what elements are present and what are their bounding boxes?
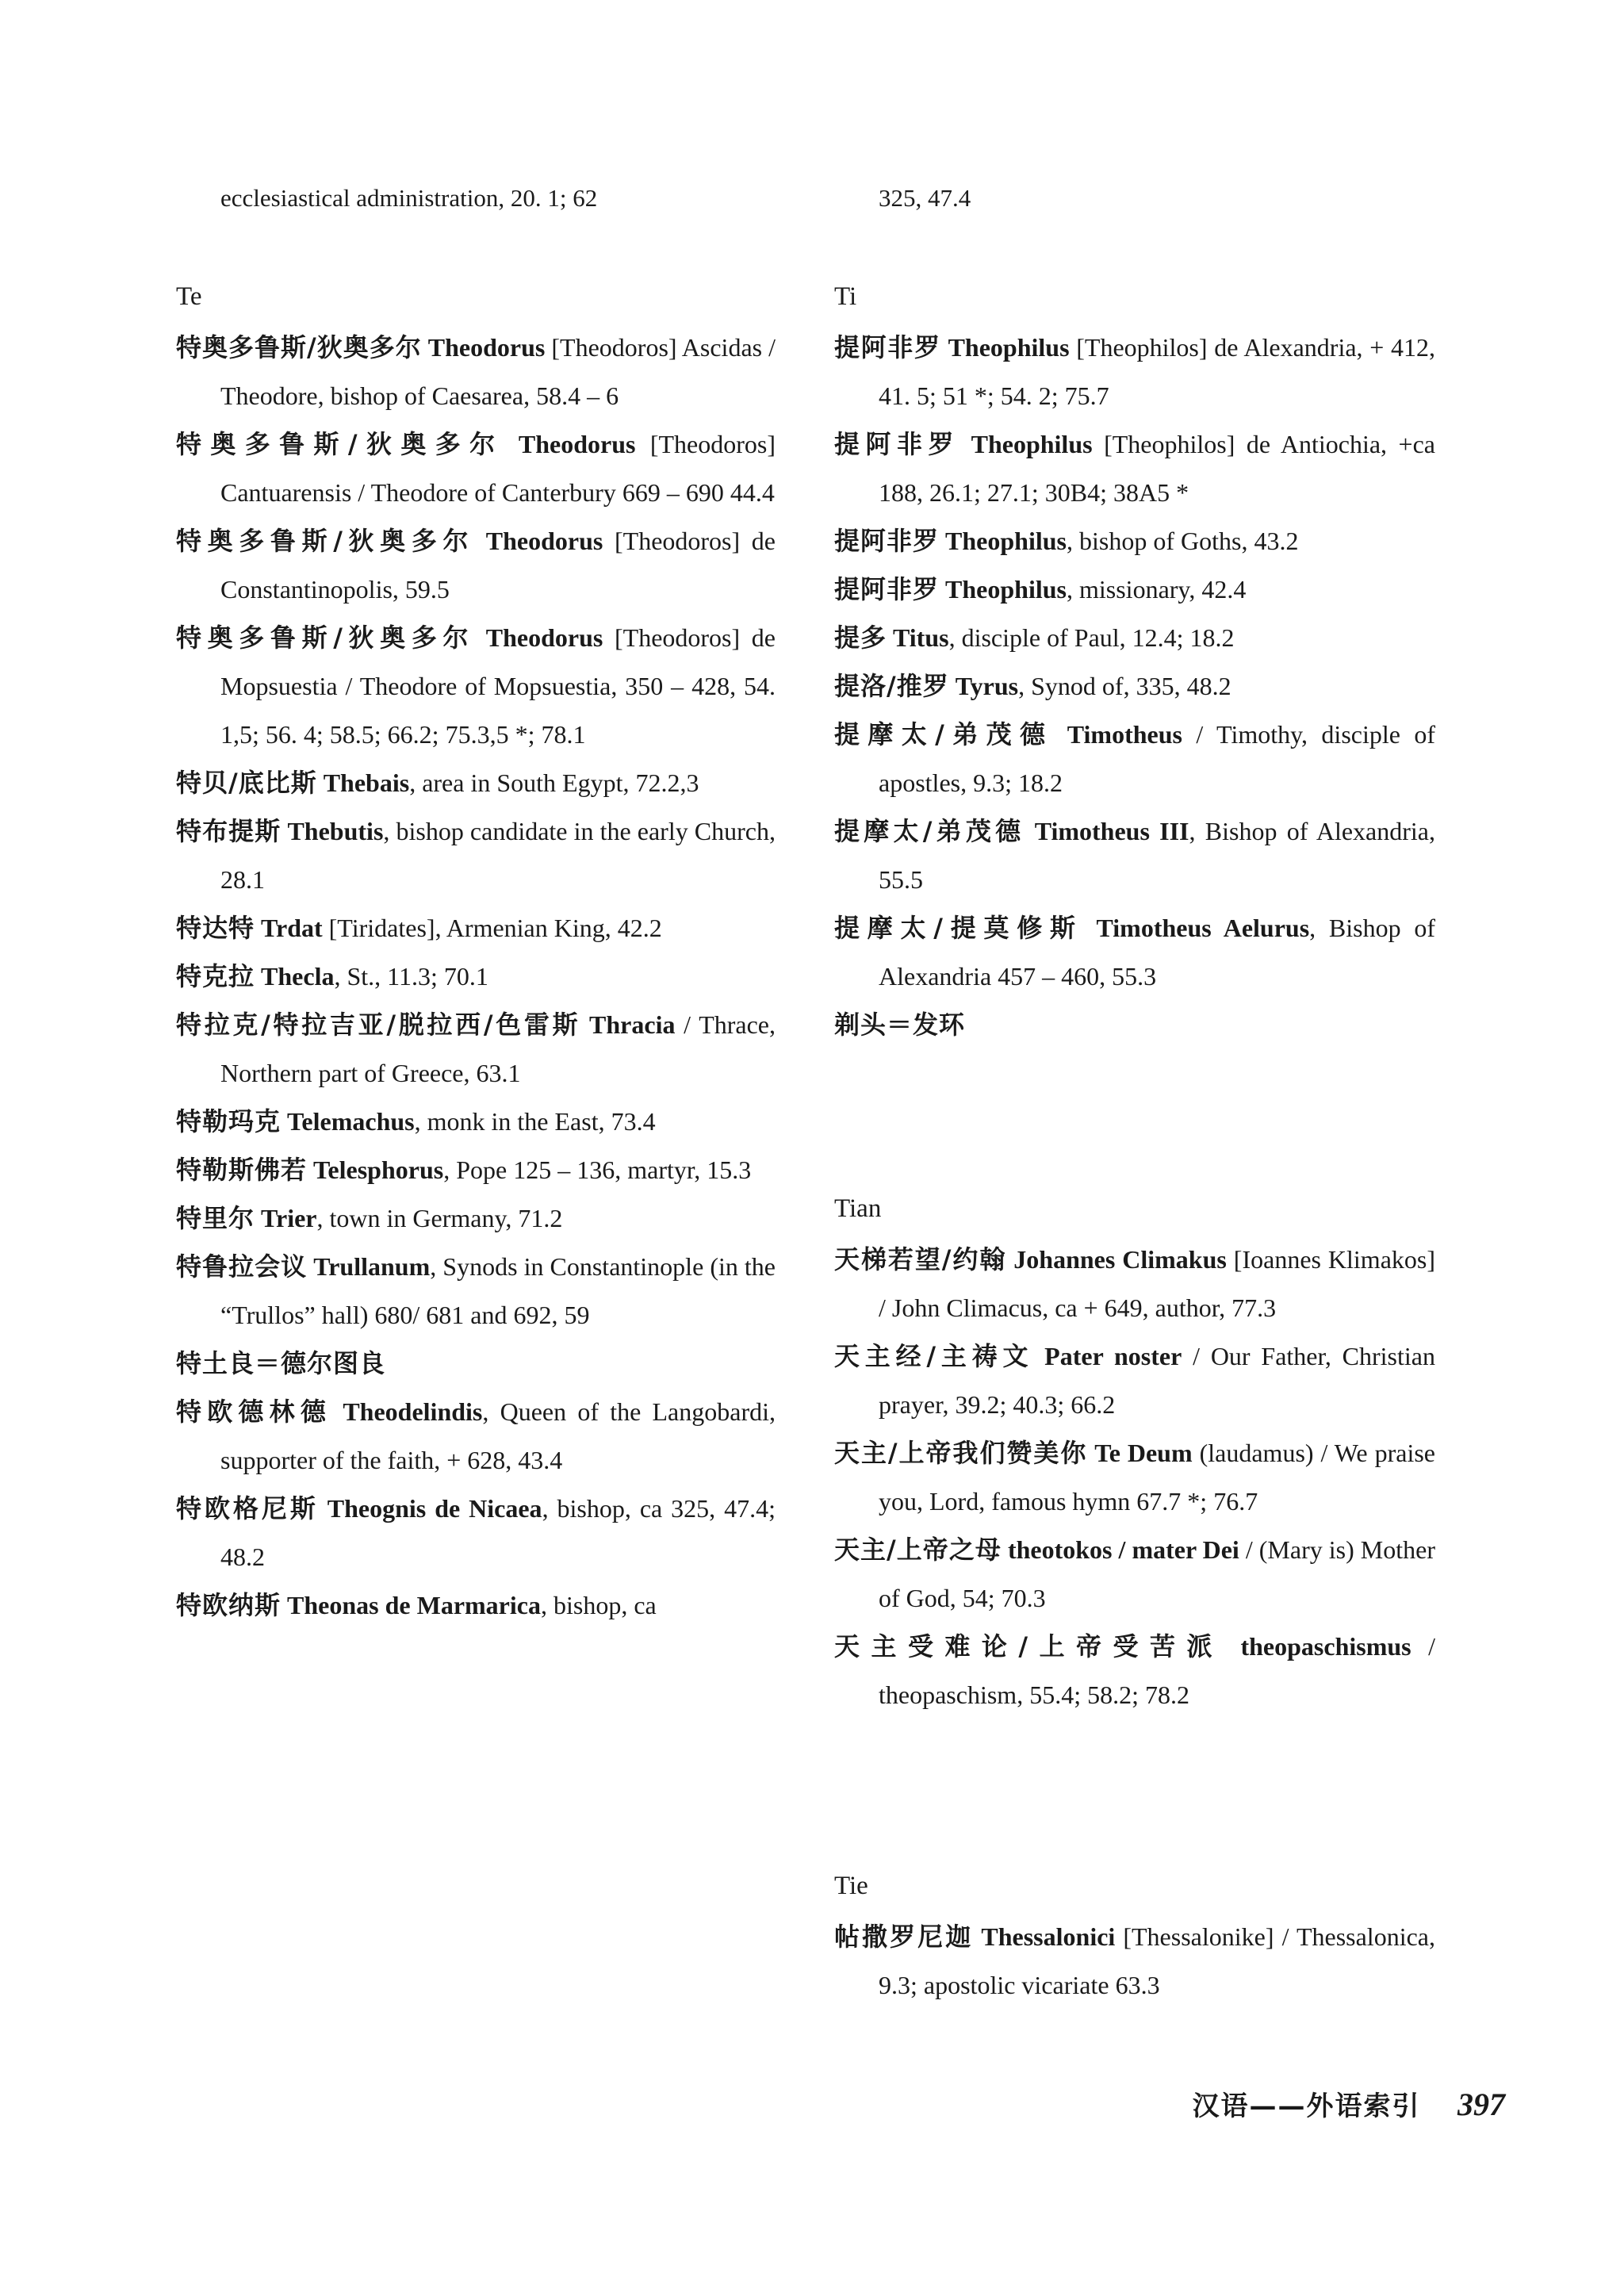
index-entry bbox=[176, 807, 776, 904]
entry-details: , town in Germany, 71.2 bbox=[316, 1204, 563, 1232]
entry-details: , bishop, ca bbox=[540, 1591, 657, 1619]
index-entry bbox=[176, 1098, 776, 1146]
continued-line: 325, 47.4 bbox=[879, 184, 971, 212]
entry-latin-term: Telesphorus bbox=[313, 1155, 444, 1184]
tie-entries bbox=[834, 1913, 1435, 2010]
index-entry bbox=[176, 904, 776, 952]
entry-details: / theopaschism, 55.4; 58.2; 78.2 bbox=[879, 1632, 1435, 1709]
entry-latin-term: Thracia bbox=[589, 1010, 676, 1039]
entry-chinese-term: 特勒玛克 bbox=[176, 1106, 282, 1136]
section-letter-ti: Ti bbox=[834, 282, 857, 311]
index-label: 汉语——外语索引 bbox=[1192, 2090, 1421, 2122]
entry-chinese-term: 提摩太/提莫修斯 bbox=[834, 913, 1083, 943]
section-letter-tie: Tie bbox=[834, 1872, 868, 1900]
index-entry bbox=[176, 1001, 776, 1098]
index-entry bbox=[834, 614, 1435, 662]
section-letter-te: Te bbox=[176, 282, 202, 311]
entry-details: , Bishop of Alexandria 457 – 460, 55.3 bbox=[879, 914, 1436, 991]
index-entry bbox=[834, 565, 1435, 614]
entry-chinese-term: 特欧格尼斯 bbox=[176, 1493, 319, 1523]
entry-details: / (Mary is) Mother of God, 54; 70.3 bbox=[879, 1535, 1436, 1612]
entry-chinese-term: 特达特 bbox=[176, 913, 255, 943]
entry-chinese-term: 天主/上帝之母 bbox=[834, 1535, 1002, 1565]
entry-latin-term: Theophilus bbox=[945, 527, 1067, 555]
entry-chinese-term: 提阿非罗 bbox=[834, 429, 960, 459]
entry-details: , disciple of Paul, 12.4; 18.2 bbox=[948, 623, 1235, 652]
entry-chinese-term: 特奥多鲁斯/狄奥多尔 bbox=[176, 429, 504, 459]
index-entry bbox=[834, 1332, 1435, 1429]
entry-chinese-term: 天主经/主祷文 bbox=[834, 1341, 1034, 1371]
index-entry bbox=[834, 517, 1435, 565]
entry-details: , bishop, ca 325, 47.4; 48.2 bbox=[220, 1494, 776, 1571]
entry-latin-term: Timotheus bbox=[1067, 720, 1182, 749]
entry-chinese-term: 提洛/推罗 bbox=[834, 671, 949, 701]
entry-latin-term: Theodorus bbox=[485, 527, 603, 555]
index-entry bbox=[834, 904, 1435, 1001]
index-entry bbox=[834, 1001, 1435, 1049]
entry-latin-term: Titus bbox=[893, 623, 949, 652]
entry-details: [Thessalonike] / Thessalonica, 9.3; apostolic vicariate 63.3 bbox=[879, 1922, 1435, 1999]
index-entry bbox=[176, 759, 776, 807]
entry-details: , Synod of, 335, 48.2 bbox=[1018, 672, 1231, 700]
entry-details: , Pope 125 – 136, martyr, 15.3 bbox=[443, 1155, 752, 1184]
entry-chinese-term: 特奥多鲁斯/狄奥多尔 bbox=[176, 332, 422, 362]
entry-latin-term: Trdat bbox=[261, 914, 323, 942]
entry-chinese-term: 天梯若望/约翰 bbox=[834, 1244, 1007, 1274]
entry-details: , bishop of Goths, 43.2 bbox=[1066, 527, 1299, 555]
entry-chinese-term: 提阿非罗 bbox=[834, 526, 940, 556]
page-number: 397 bbox=[1457, 2087, 1505, 2122]
entry-details: (laudamus) / We praise you, Lord, famous hymn 67.7 *; 76.7 bbox=[879, 1439, 1436, 1516]
entry-chinese-term: 特奥多鲁斯/狄奥多尔 bbox=[176, 526, 475, 556]
entry-chinese-term: 特奥多鲁斯/狄奥多尔 bbox=[176, 623, 475, 653]
entry-details: , Synods in Constantinople (in the “Trullos” hall) 680/ 681 and 692, 59 bbox=[220, 1252, 776, 1329]
left-entries bbox=[176, 324, 776, 1630]
entry-chinese-term: 天主受难论/上帝受苦派 bbox=[834, 1631, 1224, 1661]
entry-latin-term: Theonas de Marmarica bbox=[287, 1591, 541, 1619]
entry-details: , Queen of the Langobardi, supporter of the faith, + 628, 43.4 bbox=[220, 1397, 776, 1474]
entry-latin-term: Telemachus bbox=[287, 1107, 415, 1136]
index-entry bbox=[176, 324, 776, 420]
entry-chinese-term: 天主/上帝我们赞美你 bbox=[834, 1438, 1088, 1468]
entry-chinese-term: 特勒斯佛若 bbox=[176, 1155, 308, 1185]
entry-latin-term: Trullanum bbox=[313, 1252, 431, 1281]
entry-details: / Our Father, Christian prayer, 39.2; 40.3; 66.2 bbox=[879, 1342, 1435, 1419]
index-entry bbox=[176, 1581, 776, 1630]
entry-latin-term: Timotheus Aelurus bbox=[1096, 914, 1310, 942]
index-entry bbox=[834, 1913, 1435, 2010]
entry-latin-term: Thecla bbox=[261, 962, 335, 991]
entry-details: [Theophilos] de Alexandria, + 412, 41. 5; 51 *; 54. 2; 75.7 bbox=[879, 333, 1436, 410]
page-footer bbox=[1193, 2084, 1506, 2123]
entry-latin-term: Theophilus bbox=[971, 430, 1093, 458]
entry-latin-term: Theophilus bbox=[948, 333, 1070, 362]
entry-details: [Theodoros] de Constantinopolis, 59.5 bbox=[220, 527, 776, 604]
entry-details: [Theodoros] Ascidas / Theodore, bishop of Caesarea, 58.4 – 6 bbox=[220, 333, 776, 410]
entry-details: / Timothy, disciple of apostles, 9.3; 18.2 bbox=[879, 720, 1436, 797]
tian-entries bbox=[834, 1236, 1435, 1719]
index-entry bbox=[176, 1339, 776, 1388]
index-entry bbox=[834, 807, 1435, 904]
entry-chinese-term: 特克拉 bbox=[176, 961, 255, 991]
entry-details: [Theophilos] de Antiochia, +ca 188, 26.1; 27.1; 30B4; 38A5 * bbox=[879, 430, 1435, 507]
section-letter-tian: Tian bbox=[834, 1194, 882, 1223]
index-entry bbox=[176, 1243, 776, 1339]
entry-chinese-term: 特贝/底比斯 bbox=[176, 768, 317, 798]
index-entry bbox=[176, 517, 776, 614]
entry-details: , monk in the East, 73.4 bbox=[414, 1107, 656, 1136]
entry-details: , Bishop of Alexandria, 55.5 bbox=[879, 817, 1435, 894]
entry-chinese-term: 特里尔 bbox=[176, 1203, 255, 1233]
entry-latin-term: Theodelindis bbox=[343, 1397, 483, 1426]
ti-entries bbox=[834, 324, 1435, 1049]
entry-details: , bishop candidate in the early Church, 28.1 bbox=[220, 817, 776, 894]
entry-latin-term: theotokos / mater Dei bbox=[1007, 1535, 1239, 1564]
index-entry bbox=[176, 1388, 776, 1485]
index-entry bbox=[176, 952, 776, 1001]
entry-latin-term: Johannes Climakus bbox=[1013, 1245, 1227, 1274]
entry-details: [Tiridates], Armenian King, 42.2 bbox=[322, 914, 662, 942]
index-entry bbox=[834, 324, 1435, 420]
entry-latin-term: Theognis de Nicaea bbox=[327, 1494, 542, 1523]
entry-latin-term: Theodorus bbox=[427, 333, 546, 362]
entry-latin-term: Thessalonici bbox=[981, 1922, 1116, 1951]
entry-latin-term: Theodorus bbox=[518, 430, 636, 458]
entry-chinese-term: 提摩太/弟茂德 bbox=[834, 719, 1054, 749]
entry-chinese-term: 特欧德林德 bbox=[176, 1397, 332, 1427]
index-entry bbox=[834, 1429, 1435, 1526]
continued-line: ecclesiastical administration, 20. 1; 62 bbox=[220, 184, 598, 212]
entry-chinese-term: 特拉克/特拉吉亚/脱拉西/色雷斯 bbox=[176, 1010, 581, 1040]
entry-latin-term: Tyrus bbox=[955, 672, 1019, 700]
entry-chinese-term: 提阿非罗 bbox=[834, 332, 941, 362]
entry-chinese-term: 特鲁拉会议 bbox=[176, 1251, 308, 1282]
entry-latin-term: theopaschismus bbox=[1240, 1632, 1411, 1661]
index-entry bbox=[834, 1526, 1435, 1623]
entry-latin-term: Theodorus bbox=[485, 623, 603, 652]
entry-chinese-term: 剃头＝发环 bbox=[834, 1010, 966, 1040]
index-entry bbox=[834, 662, 1435, 711]
entry-latin-term: Te Deum bbox=[1094, 1439, 1193, 1467]
entry-latin-term: Trier bbox=[261, 1204, 317, 1232]
entry-latin-term: Timotheus III bbox=[1034, 817, 1189, 845]
index-entry bbox=[176, 1485, 776, 1581]
entry-chinese-term: 特布提斯 bbox=[176, 816, 282, 846]
index-entry bbox=[176, 420, 776, 517]
entry-details: / Thrace, Northern part of Greece, 63.1 bbox=[220, 1010, 776, 1087]
index-entry bbox=[834, 1236, 1435, 1332]
entry-chinese-term: 提多 bbox=[834, 623, 887, 653]
entry-chinese-term: 特欧纳斯 bbox=[176, 1590, 282, 1620]
index-entry bbox=[176, 1194, 776, 1243]
entry-latin-term: Pater noster bbox=[1044, 1342, 1182, 1370]
entry-chinese-term: 提摩太/弟茂德 bbox=[834, 816, 1025, 846]
entry-details: , St., 11.3; 70.1 bbox=[334, 962, 488, 991]
entry-latin-term: Thebutis bbox=[287, 817, 384, 845]
entry-details: , missionary, 42.4 bbox=[1066, 575, 1247, 604]
entry-details: , area in South Egypt, 72.2,3 bbox=[409, 768, 699, 797]
entry-chinese-term: 帖撒罗尼迦 bbox=[834, 1922, 974, 1952]
index-entry bbox=[176, 614, 776, 759]
entry-details: [Ioannes Klimakos] / John Climacus, ca + 649, author, 77.3 bbox=[879, 1245, 1436, 1322]
entry-chinese-term: 特土良＝德尔图良 bbox=[176, 1348, 386, 1378]
entry-latin-term: Theophilus bbox=[945, 575, 1067, 604]
entry-details: [Theodoros] de Mopsuestia / Theodore of Mopsuestia, 350 – 428, 54. 1,5; 56. 4; 58.5; 66.2; 75.3,5 *; 78.1 bbox=[220, 623, 776, 749]
entry-chinese-term: 提阿非罗 bbox=[834, 574, 940, 604]
entry-latin-term: Thebais bbox=[323, 768, 410, 797]
index-entry bbox=[834, 420, 1435, 517]
index-entry bbox=[834, 1623, 1435, 1719]
index-entry bbox=[176, 1146, 776, 1194]
index-entry bbox=[834, 711, 1435, 807]
entry-details: [Theodoros] Cantuarensis / Theodore of Canterbury 669 – 690 44.4 bbox=[220, 430, 776, 507]
